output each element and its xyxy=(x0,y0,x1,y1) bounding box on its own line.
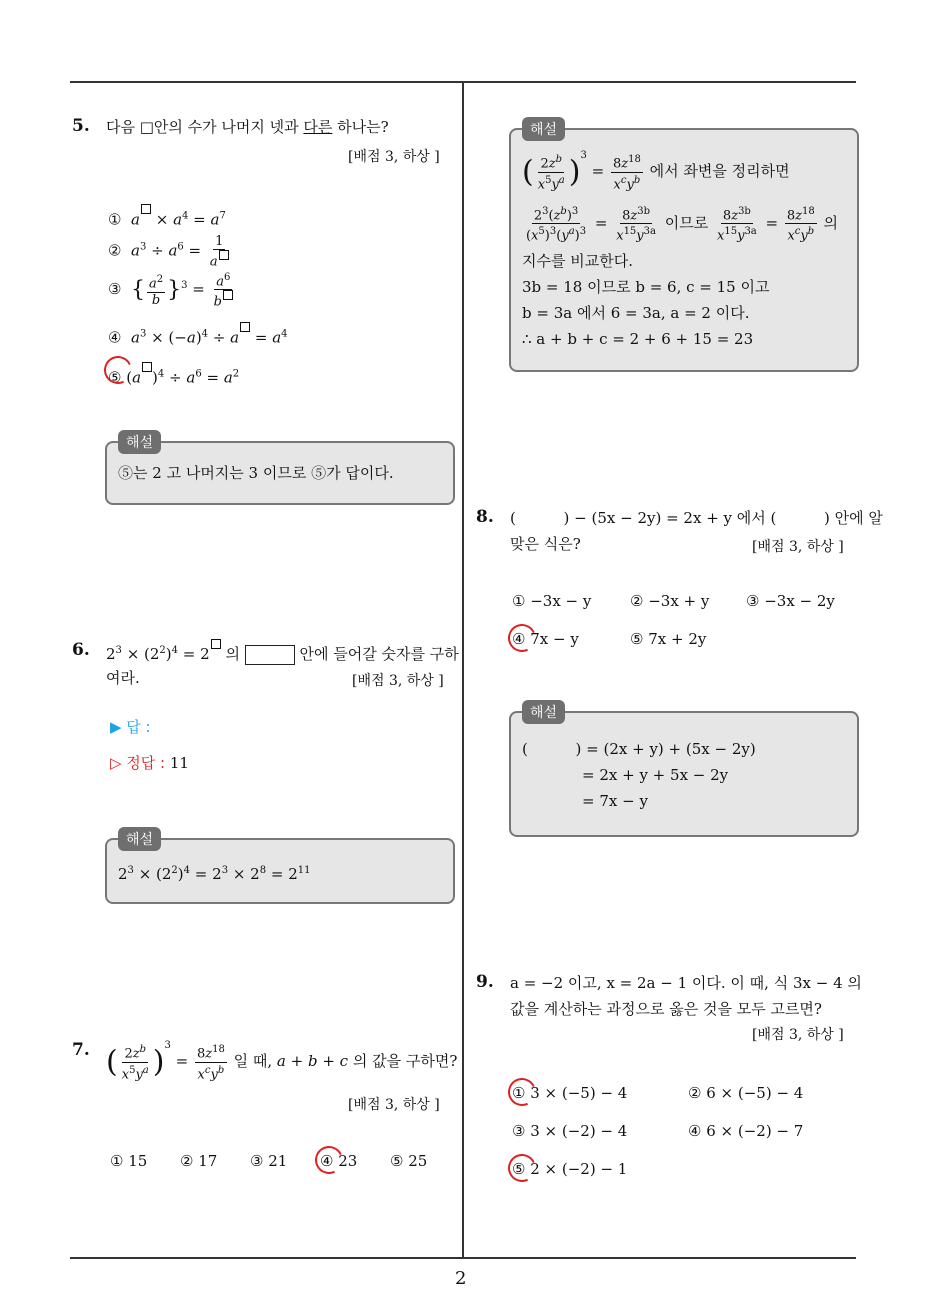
q6-explain-tag: 해설 xyxy=(118,827,161,851)
q7-explain-line3: 지수를 비교한다. xyxy=(522,252,633,270)
q9-answer-circle-1 xyxy=(504,1074,540,1110)
q6-meta: [배점 3, 하상 ] xyxy=(352,673,444,689)
q7-option-5[interactable]: ⑤ 25 xyxy=(390,1152,428,1170)
q6-explain-text: $2^3 \times (2^2)^4 = 2^3 \times 2^8 = 2^{11}$ xyxy=(118,865,311,883)
q8-option-1[interactable]: ① −3x − y xyxy=(512,592,592,610)
q5-explain-tag: 해설 xyxy=(118,430,161,454)
q5-option-5[interactable]: ⑤ (a )$^4 \div a^6 = a^2$ xyxy=(108,362,239,386)
q7-explain-line4: 3b = 18 이므로 b = 6, c = 15 이고 xyxy=(522,278,770,296)
q5-option-2[interactable]: ② $a^3 \div a^6$ = $\frac{1}{a}$ xyxy=(108,234,233,269)
q8-option-5[interactable]: ⑤ 7x + 2y xyxy=(630,630,707,648)
q9-option-2[interactable]: ② 6 × (−5) − 4 xyxy=(688,1084,804,1102)
q9-option-1[interactable]: ① 3 × (−5) − 4 xyxy=(512,1084,628,1102)
q5-option-1[interactable]: ① $a \times a^4 = a^7$ xyxy=(108,204,226,228)
q7-option-3[interactable]: ③ 21 xyxy=(250,1152,288,1170)
q5-option-4[interactable]: ④ $a^3 \times (-a)^4 \div a = a^4$ xyxy=(108,322,288,346)
q8-explain-tag: 해설 xyxy=(522,700,565,724)
q5-question: 다음 □안의 수가 나머지 넷과 다른 하나는? xyxy=(106,118,389,136)
q8-explain-line1: ( ) = (2x + y) + (5x − 2y) xyxy=(522,740,756,758)
q7-option-2[interactable]: ② 17 xyxy=(180,1152,218,1170)
q7-explain-line2: $\frac{2^3(z^b)^3}{(x^5)^3(y^a)^3}$ = $\frac{8z^{3b}}{x^{15}y^{3a}}$ 이므로 $\frac{8z^{3b}}{x^{15}y^{3a}}$ = $\frac{8z^{18}}{x^cy^b}$ 의 xyxy=(526,206,839,244)
q9-question-line1: a = −2 이고, x = 2a − 1 이다. 이 때, 식 3x − 4 의 xyxy=(510,974,862,992)
q6-blank-box xyxy=(245,645,295,665)
q5-number: 5. xyxy=(72,116,90,136)
q6-question-line1: $2^3 \times (2^2)^4 = 2$ 의 안에 들어갈 숫자를 구하 xyxy=(106,638,459,667)
q9-answer-circle-5 xyxy=(504,1150,540,1186)
q8-explain-line2: = 2x + y + 5x − 2y xyxy=(582,766,729,784)
q7-option-1[interactable]: ① 15 xyxy=(110,1152,148,1170)
q7-option-4[interactable]: ④ 23 xyxy=(320,1152,358,1170)
q7-explain-line6: ∴ a + b + c = 2 + 6 + 15 = 23 xyxy=(522,330,754,348)
q6-correct-value: 11 xyxy=(169,754,189,772)
q6-answer-label: ▶ 답 : xyxy=(110,718,151,736)
q8-option-3[interactable]: ③ −3x − 2y xyxy=(746,592,835,610)
q8-option-4[interactable]: ④ 7x − y xyxy=(512,630,579,648)
q8-option-2[interactable]: ② −3x + y xyxy=(630,592,710,610)
q7-explain-tag: 해설 xyxy=(522,117,565,141)
q7-question: ( $\frac{2z^b}{x^5y^a}$ )$^3$ = $\frac{8z^{18}}{x^cy^b}$ 일 때, a + b + c 의 값을 구하면? xyxy=(106,1040,458,1082)
q9-question-line2: 값을 계산하는 과정으로 옳은 것을 모두 고르면? xyxy=(510,1000,822,1018)
q5-meta: [배점 3, 하상 ] xyxy=(348,149,440,165)
q5-option-3[interactable]: ③ { $\frac{a^2}{b}$ }$^3$ = $\frac{a^6}{b}$ xyxy=(108,270,237,310)
q8-meta: [배점 3, 하상 ] xyxy=(752,539,844,555)
q9-number: 9. xyxy=(476,972,494,992)
q6-correct-label: ▷ 정답 : xyxy=(110,754,166,772)
q7-explain-line5: b = 3a 에서 6 = 3a, a = 2 이다. xyxy=(522,304,750,322)
q9-option-5[interactable]: ⑤ 2 × (−2) − 1 xyxy=(512,1160,628,1178)
q8-question-line2: 맞은 식은? xyxy=(510,535,581,553)
q5-explain-text: ⑤는 2 고 나머지는 3 이므로 ⑤가 답이다. xyxy=(118,464,394,482)
q8-explain-line3: = 7x − y xyxy=(582,792,648,810)
page-number: 2 xyxy=(455,1268,467,1289)
q9-option-3[interactable]: ③ 3 × (−2) − 4 xyxy=(512,1122,628,1140)
column-divider xyxy=(462,82,464,1258)
q8-number: 8. xyxy=(476,507,494,527)
q9-meta: [배점 3, 하상 ] xyxy=(752,1027,844,1043)
q8-question-line1: ( ) − (5x − 2y) = 2x + y 에서 ( ) 안에 알 xyxy=(510,509,883,527)
q7-explain-line1: ( $\frac{2z^b}{x^5y^a}$ )$^3$ = $\frac{8z^{18}}{x^cy^b}$ 에서 좌변을 정리하면 xyxy=(522,150,790,192)
q6-correct-row xyxy=(110,752,189,773)
q7-meta: [배점 3, 하상 ] xyxy=(348,1097,440,1113)
q7-number: 7. xyxy=(72,1040,90,1060)
q9-option-4[interactable]: ④ 6 × (−2) − 7 xyxy=(688,1122,804,1140)
q8-answer-circle xyxy=(504,620,540,656)
q7-answer-circle xyxy=(311,1142,347,1178)
q6-number: 6. xyxy=(72,640,90,660)
q6-question-line2: 여라. xyxy=(106,669,140,687)
